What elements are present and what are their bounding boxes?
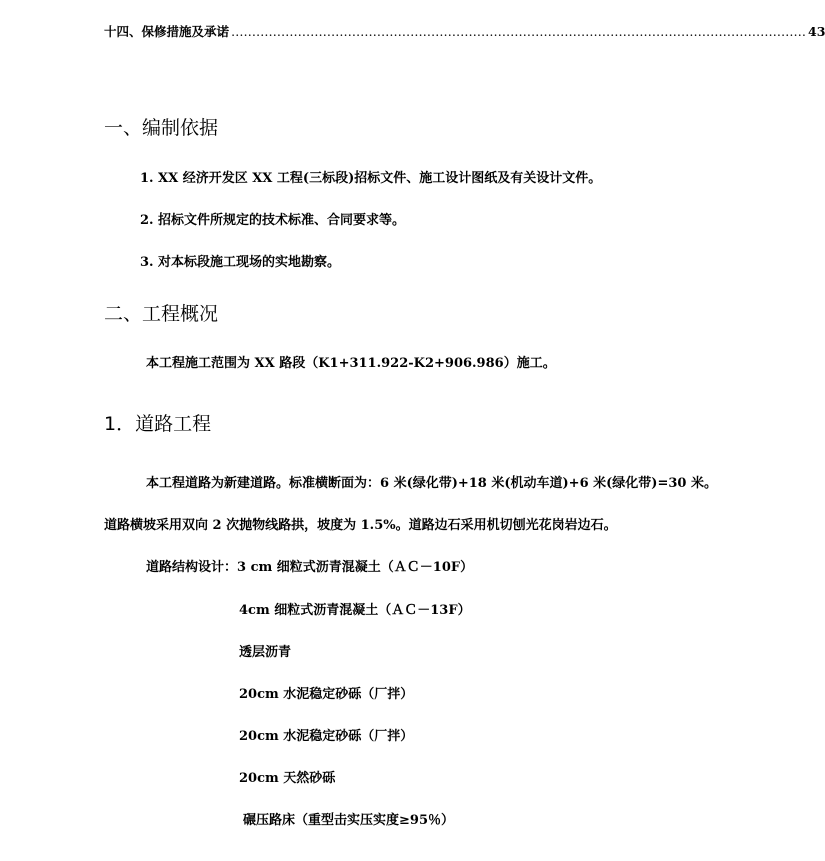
structure-layer: 20cm 水泥稳定砂砾（厂拌）: [239, 729, 414, 744]
road-paragraph-line-1: 本工程道路为新建道路。标准横断面为：6 米(绿化带)+18 米(机动车道)+6 米(绿化带)=30 米。: [146, 476, 717, 491]
structure-layer: 4cm 细粒式沥青混凝土（ＡＣ－13F）: [239, 603, 471, 618]
basis-item-text: 对本标段施工现场的实地勘察。: [158, 255, 341, 270]
basis-item-number: 2.: [140, 213, 154, 228]
toc-entry-title: 十四、保修措施及承诺: [104, 24, 230, 39]
basis-item-1: [140, 167, 601, 186]
basis-item-3: [140, 251, 340, 270]
section-heading-basis: 一、编制依据: [104, 117, 219, 139]
structure-layer: 透层沥青: [239, 645, 292, 660]
structure-first-row: [146, 556, 473, 575]
basis-item-2: [140, 209, 405, 228]
basis-item-number: 3.: [140, 255, 154, 270]
section-heading-overview: 二、工程概况: [104, 303, 219, 325]
toc-page-number: 43: [808, 24, 825, 39]
structure-layer: 3 cm 细粒式沥青混凝土（ＡＣ－10F）: [237, 560, 474, 575]
structure-layer: 20cm 天然砂砾: [239, 771, 336, 786]
structure-layer: 20cm 水泥稳定砂砾（厂拌）: [239, 687, 414, 702]
basis-item-number: 1.: [140, 171, 154, 186]
toc-entry[interactable]: [104, 22, 825, 40]
basis-item-text: 招标文件所规定的技术标准、合同要求等。: [158, 213, 406, 228]
structure-label: 道路结构设计：: [146, 560, 238, 575]
overview-intro: 本工程施工范围为 XX 路段（K1+311.922-K2+906.986）施工。: [146, 356, 556, 371]
section-heading-road: 1．道路工程: [104, 413, 212, 435]
toc-leader-dots: …………………………………………………………………………………………………………………………: [231, 24, 807, 39]
road-paragraph-line-2: 道路横坡采用双向 2 次抛物线路拱，坡度为 1.5%。道路边石采用机切刨光花岗岩边石。: [104, 518, 617, 533]
basis-item-text: XX 经济开发区 XX 工程(三标段)招标文件、施工设计图纸及有关设计文件。: [158, 171, 602, 186]
structure-layer: 碾压路床（重型击实压实度≥95％）: [243, 813, 454, 828]
